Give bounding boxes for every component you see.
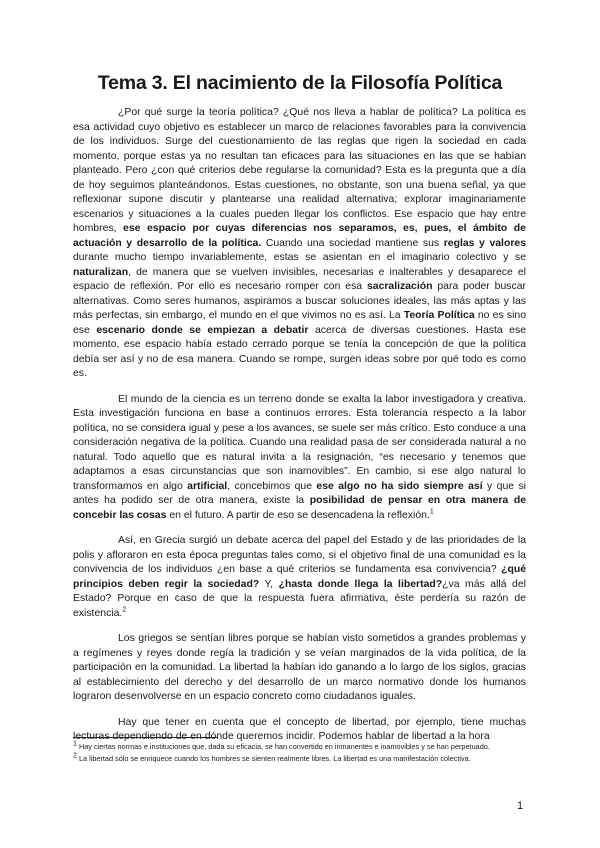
text-run: , concebimos que [227, 480, 317, 492]
footnote-divider [73, 737, 218, 738]
bold-text: ¿qué principios deben regir la sociedad? [73, 564, 526, 590]
paragraph-3 [73, 534, 526, 621]
footnote-ref: 1 [429, 508, 434, 516]
footnote-2-mark: 2 [73, 752, 77, 760]
bold-text: Teoría Política [403, 310, 475, 321]
text-run: , de manera que se vuelven invisibles, necesarias e inalterables y desaparece el espacio de reflexión. Por ello es necesario romper con esa [73, 266, 526, 292]
text-run: para poder buscar alternativas. Como seres humanos, aspiramos a buscar soluciones ideales, las más aptas y las más perfectas, sin embargo, el mundo en el que vivimos no es así. La [73, 281, 526, 321]
footnotes [73, 741, 526, 764]
footnote-1-text: Hay ciertas normas e instituciones que, dada su eficacia, se han convertido en inmanentes e inamovibles y se han perpetuado. [78, 742, 490, 751]
footnote-ref: 2 [122, 606, 127, 614]
text-run: Hay que tener en cuenta que el concepto de libertad, por ejemplo, tiene muchas lecturas dependiendo de en dónde queremos incidir. Podemos hablar de libertad a la hora [73, 716, 526, 742]
footnote-2-text: La libertad sólo se enriquece cuando los hombres se sienten realmente libres. La libertad es una manifestación colectiva. [78, 753, 471, 763]
bold-text: ese algo no ha sido siempre así [316, 480, 483, 492]
text-run: durante mucho tiempo invariablemente, estas se asientan en el imaginario colectivo y se [73, 252, 526, 263]
text-run: ¿va más allá del Estado? Porque en caso de que la respuesta fuera afirmativa, éste perdería su razón de existencia. [73, 578, 526, 619]
text-run: acerca de diversas cuestiones. Hasta ese momento, ese espacio había estado cerrado porque se tenía la concepción de que la política debía ser así y no de esa manera. Cuando se rompe, surgen ideas sobre por qué todo es como es. [73, 324, 526, 379]
bold-text: ese espacio por cuyas diferencias nos separamos, es, pues, el ámbito de actuación y desarrollo de la política. [73, 223, 526, 249]
text-run: no es sino ese [73, 310, 527, 336]
text-run: y que si antes ha podido ser de otra manera, existe la [73, 480, 526, 506]
paragraph-2 [73, 393, 526, 524]
text-run: Cuando una sociedad mantiene sus [261, 237, 444, 249]
bold-text: ¿hasta donde llega la libertad? [278, 578, 443, 590]
text-run: Y, [259, 578, 279, 590]
bold-text: reglas y valores [443, 237, 527, 249]
text-run: Los griegos se sentían libres porque se habían visto sometidos a grandes problemas y a regímenes y reyes donde regía la tradición y se veían marginados de la vida política, de la participación en la comunidad. La libertad la habían ido ganando a lo largo de los siglos, gracias al establecimiento del derecho y del desarrollo de un marco normativo donde los humanos lograron desenvolverse en un espacio concreto como ciudadanos iguales. [73, 633, 526, 702]
paragraph-1 [73, 106, 526, 382]
text-run: ¿Por qué surge la teoría política? ¿Qué nos lleva a hablar de política? La política es esa actividad cuyo objetivo es establecer un marco de relaciones favorables para la convivencia de los individuos. Surge del cuestionamiento de las reglas que rigen la sociedad en cada momento, porque estas ya no resultan tan eficaces para las situaciones en las que se habían planteado. Pero ¿con qué criterios debe regularse la comunidad? Esta es la pregunta que a día de hoy seguimos planteándonos. Estas cuestiones, no obstante, son una buena señal, ya que reflexionar supone discutir y plantearse una realidad alternativa; explorar imaginariamente escenarios y situaciones a la cuales pueden llegar los conflictos. Ese espacio que hay entre hombres, [73, 107, 526, 234]
bold-text: sacralización [366, 281, 433, 292]
footnote-1 [73, 741, 526, 753]
footnote-2 [73, 753, 526, 765]
page-title: Tema 3. El nacimiento de la Filosofía Política [97, 72, 503, 94]
body-text [73, 106, 526, 745]
text-run: El mundo de la ciencia es un terreno donde se exalta la labor investigadora y creativa. Esta investigación funciona en base a continuos errores. Esta tolerancia respecto a la labor política, no se considera igual y pese a los avances, se suele ser más crítico. Esto conduce a una consideración negativa de la política. Cuando una realidad pasa de ser considerada natural a no natural. Todo aquello que es natural invita a la resignación, “es necesario y tenemos que adaptamos a esas circunstancias que son inamovibles”. En cambio, si ese algo natural lo transformamos en algo [73, 393, 526, 492]
footnote-1-mark: 1 [73, 740, 77, 748]
bold-text: escenario donde se empiezan a debatir [96, 324, 309, 336]
paragraph-4 [73, 632, 526, 705]
bold-text: posibilidad de pensar en otra manera de concebir las cosas [73, 495, 527, 521]
page-number: 1 [517, 800, 524, 812]
text-run: en el futuro. A partir de eso se desencadena la reflexión. [166, 509, 430, 521]
bold-text: naturalizan [73, 266, 129, 278]
bold-text: artificial [187, 480, 228, 492]
text-run: Así, en Grecia surgió un debate acerca del papel del Estado y de las prioridades de la polis y afloraron en esta época preguntas tales como, si el objetivo final de una comunidad es la convivencia de los individuos ¿en base a qué criterios se fundamenta esa convivencia? [73, 535, 526, 575]
